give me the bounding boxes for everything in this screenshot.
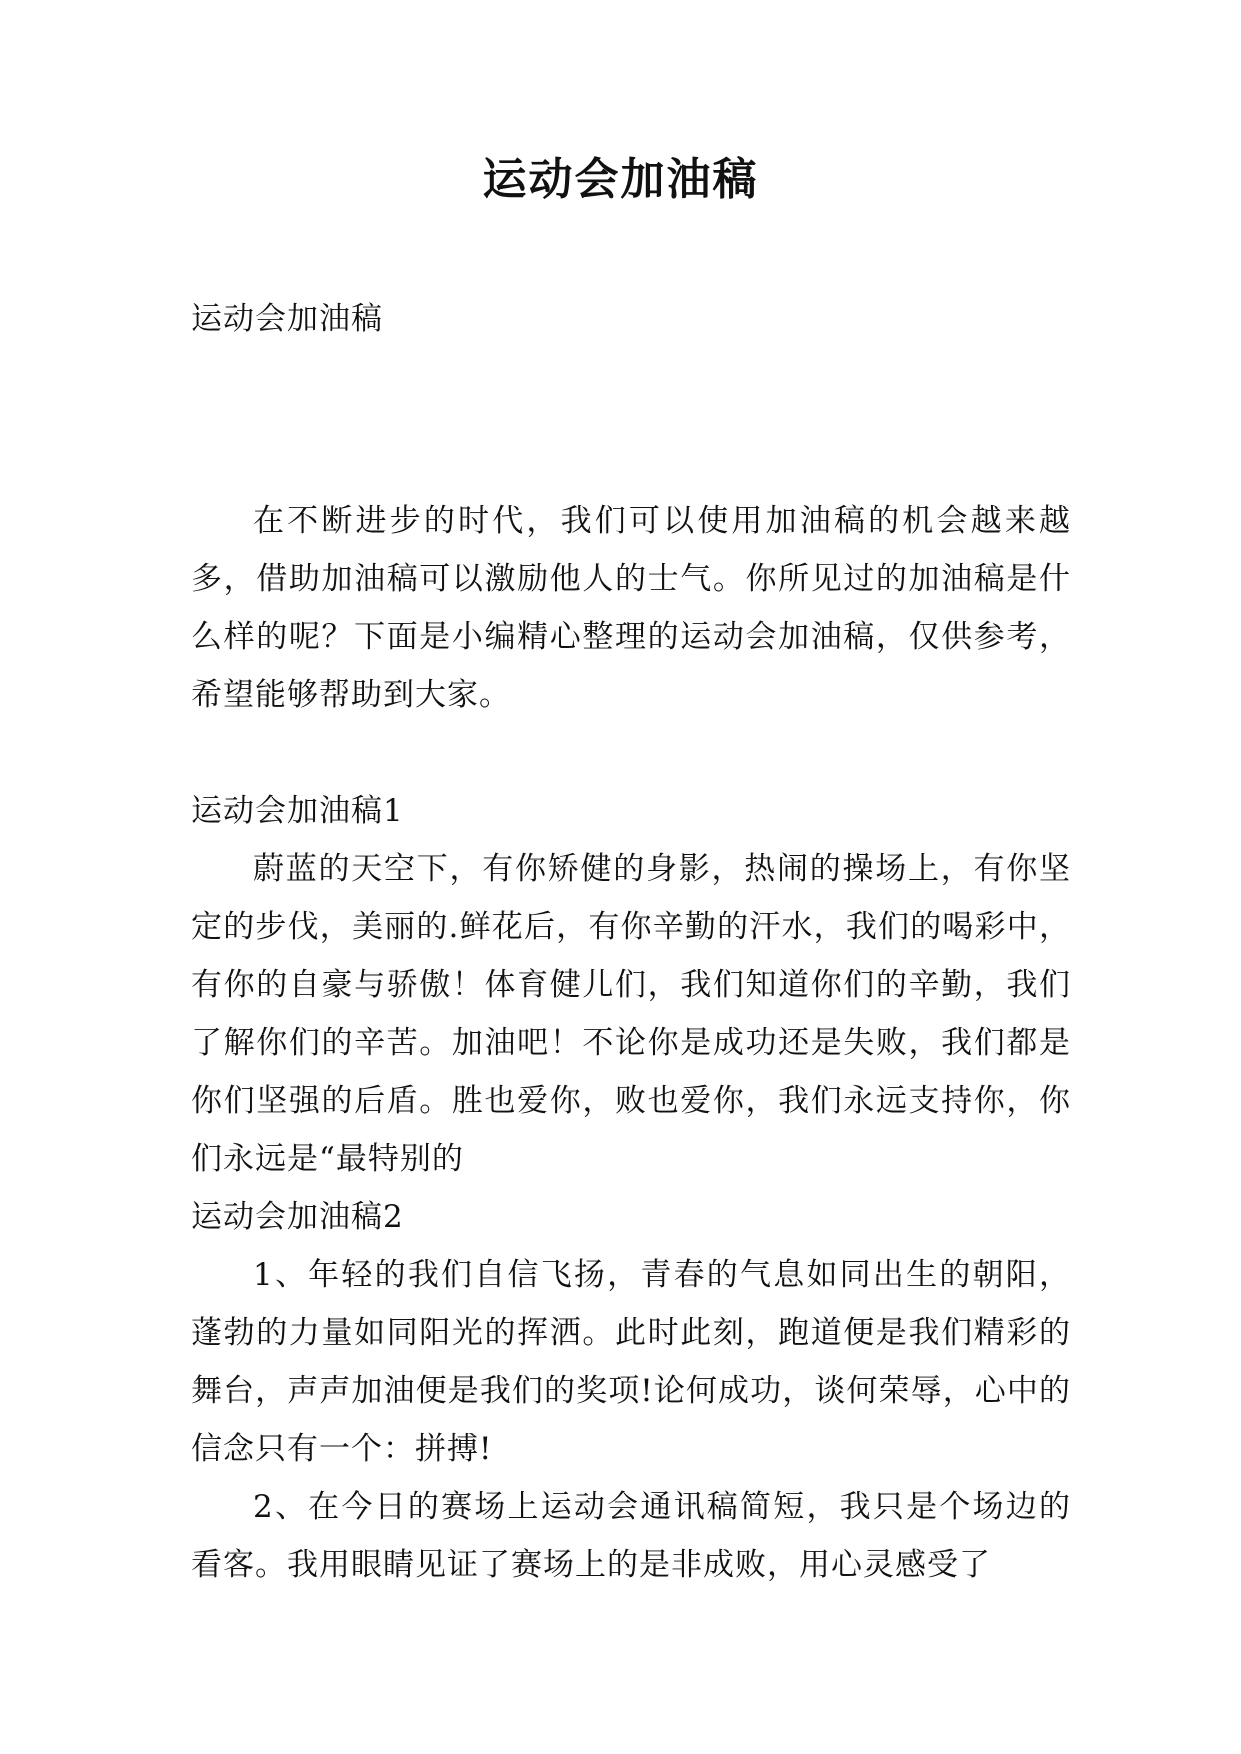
- section-1-paragraph: 蔚蓝的天空下，有你矫健的身影，热闹的操场上，有你坚定的步伐，美丽的.鲜花后，有你辛勤的汗水，我们的喝彩中，有你的自豪与骄傲！体育健儿们，我们知道你们的辛勤，我们了解你们的辛苦。加油吧！不论你是成功还是失败，我们都是你们坚强的后盾。胜也爱你，败也爱你，我们永远支持你，你们永远是“最特别的: [191, 851, 1071, 1177]
- section-1-heading: 运动会加油稿1: [191, 793, 404, 829]
- document-body: [191, 290, 1071, 1594]
- spacer: [191, 348, 1071, 492]
- section-2-item-2: 2、在今日的赛场上运动会通讯稿简短，我只是个场边的看客。我用眼睛见证了赛场上的是非成败，用心灵感受了: [191, 1489, 1071, 1583]
- section-2-heading: 运动会加油稿2: [191, 1199, 404, 1235]
- intro-paragraph: 在不断进步的时代，我们可以使用加油稿的机会越来越多，借助加油稿可以激励他人的士气。你所见过的加油稿是什么样的呢？下面是小编精心整理的运动会加油稿，仅供参考，希望能够帮助到大家。: [191, 503, 1071, 713]
- spacer: [191, 724, 1071, 782]
- subtitle: 运动会加油稿: [191, 301, 383, 337]
- section-2-item-1: 1、年轻的我们自信飞扬，青春的气息如同出生的朝阳，蓬勃的力量如同阳光的挥洒。此时此刻，跑道便是我们精彩的舞台，声声加油便是我们的奖项!论何成功，谈何荣辱，心中的信念只有一个：拼搏!: [191, 1257, 1071, 1467]
- document-title: 运动会加油稿: [482, 154, 759, 205]
